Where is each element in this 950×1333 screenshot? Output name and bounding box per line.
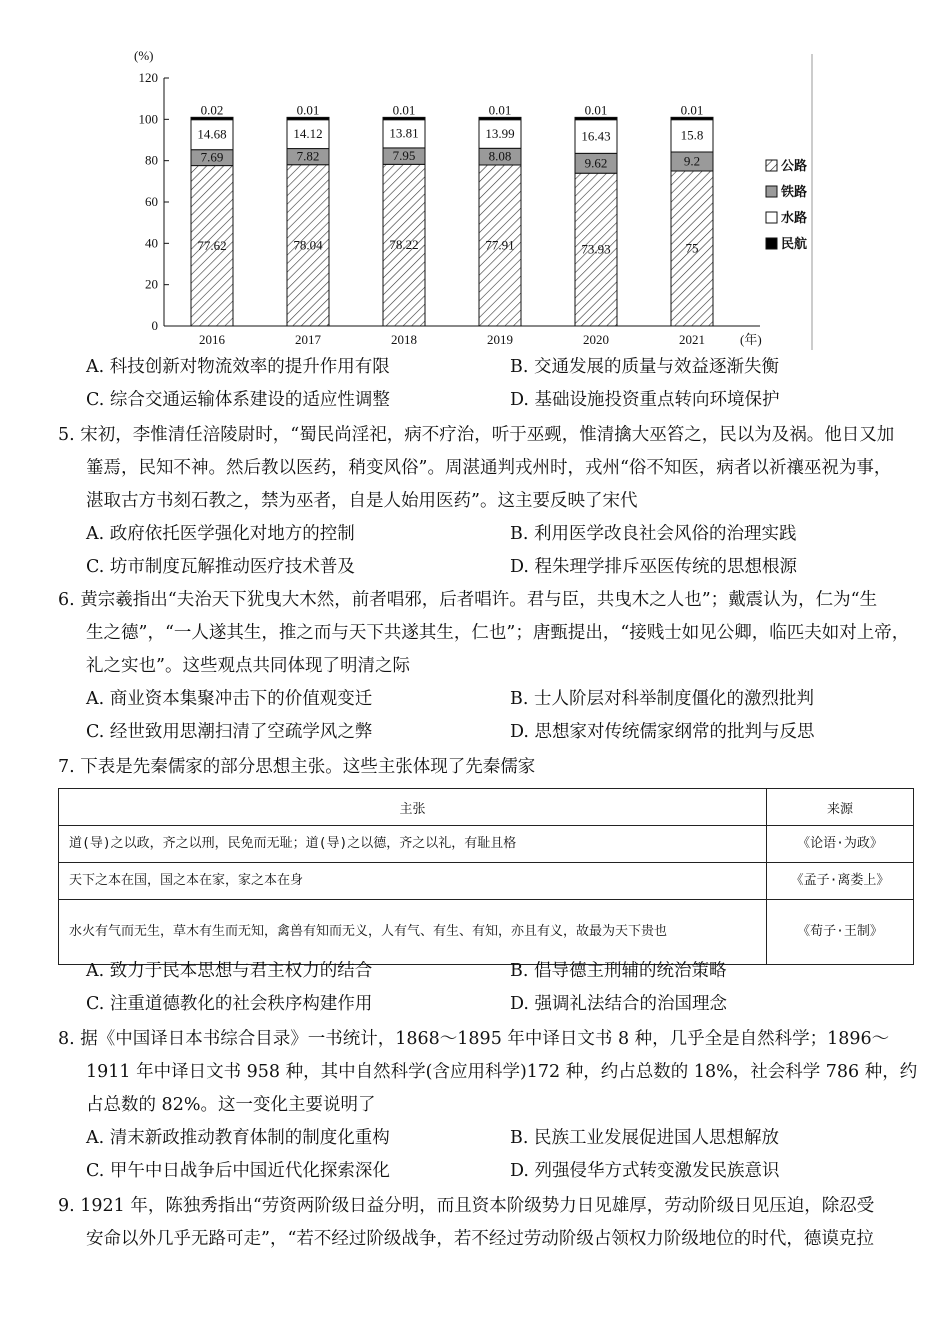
q5-stem-line-3: 湛取古方书刻石教之，禁为巫者，自是人始用医药”。这主要反映了宋代 xyxy=(86,491,638,511)
q5-option-d: D. 程朱理学排斥巫医传统的思想根源 xyxy=(510,557,798,577)
data-label: 0.01 xyxy=(488,102,512,118)
x-tick-label: 2017 xyxy=(295,332,321,347)
table-cell-claim: 水火有气而无生，草木有生而无知，禽兽有知而无义，人有气、有生、有知，亦且有义，故最为天下贵也 xyxy=(59,900,767,965)
bar-segment-民航 xyxy=(287,117,329,120)
table-header-source: 来源 xyxy=(767,789,914,826)
data-label: 9.2 xyxy=(683,153,701,169)
q8-option-a: A. 清末新政推动教育体制的制度化重构 xyxy=(86,1128,390,1148)
legend-swatch xyxy=(766,160,777,171)
x-tick-label: 2016 xyxy=(199,332,225,347)
data-label: 0.02 xyxy=(200,102,224,118)
q5-option-a: A. 政府依托医学强化对地方的控制 xyxy=(86,524,355,544)
x-tick-label: 2020 xyxy=(583,332,609,347)
bar-segment-民航 xyxy=(575,117,617,120)
data-label: 0.01 xyxy=(392,102,416,118)
data-label: 0.01 xyxy=(584,102,608,118)
legend-label: 水路 xyxy=(781,210,808,225)
bar-segment-民航 xyxy=(383,117,425,120)
data-label: 16.43 xyxy=(581,128,611,144)
q5-option-c: C. 坊市制度瓦解推动医疗技术普及 xyxy=(86,557,355,577)
data-label: 0.01 xyxy=(296,102,320,118)
q7-source-table xyxy=(58,788,914,965)
data-label: 13.81 xyxy=(389,125,419,141)
q8-stem-line-1: 8. 据《中国译日本书综合目录》一书统计，1868～1895 年中译日文书 8 种，几乎全是自然科学；1896～ xyxy=(58,1029,890,1049)
y-tick-label: 40 xyxy=(145,235,158,251)
data-label: 77.91 xyxy=(485,237,515,253)
q5-stem-line-1: 5. 宋初，李惟清任涪陵尉时，“蜀民尚淫祀，病不疗治，听于巫觋，惟清擒大巫笞之，民以为及祸。他日又加 xyxy=(58,425,895,445)
q7-option-c: C. 注重道德教化的社会秩序构建作用 xyxy=(86,994,373,1014)
q8-option-d: D. 列强侵华方式转变激发民族意识 xyxy=(510,1161,780,1181)
legend-swatch xyxy=(766,238,777,249)
legend-label: 公路 xyxy=(781,158,808,173)
y-tick-label: 20 xyxy=(145,276,158,292)
q9-stem-line-1: 9. 1921 年，陈独秀指出“劳资两阶级日益分明，而且资本阶级势力日见雄厚，劳动阶级日见压迫，除忍受 xyxy=(58,1196,875,1216)
table-cell-source: 《荀子·王制》 xyxy=(767,900,914,965)
legend-swatch xyxy=(766,212,777,223)
q6-option-b: B. 士人阶层对科举制度僵化的激烈批判 xyxy=(510,689,814,709)
y-tick-label: 120 xyxy=(138,70,158,85)
q6-stem-line-2: 生之德”，“一人遂其生，推之而与天下共遂其生，仁也”；唐甄提出，“接贱士如见公卿，临匹夫如对上帝， xyxy=(86,623,910,643)
y-tick-label: 100 xyxy=(138,111,158,127)
bar-segment-民航 xyxy=(479,117,521,120)
x-tick-label: 2019 xyxy=(487,332,513,347)
table-row xyxy=(59,826,914,863)
q6-stem-line-3: 礼之实也”。这些观点共同体现了明清之际 xyxy=(86,656,410,676)
y-tick-label: 60 xyxy=(145,194,158,209)
data-label: 9.62 xyxy=(584,155,608,171)
table-cell-source: 《孟子·离娄上》 xyxy=(767,863,914,900)
q8-option-b: B. 民族工业发展促进国人思想解放 xyxy=(510,1128,779,1148)
q7-option-a: A. 致力于民本思想与君主权力的结合 xyxy=(86,961,373,981)
legend-label: 民航 xyxy=(781,236,808,251)
q8-option-c: C. 甲午中日战争后中国近代化探索深化 xyxy=(86,1161,390,1181)
q7-option-d: D. 强调礼法结合的治国理念 xyxy=(510,994,728,1014)
stacked-bar-chart xyxy=(120,40,820,350)
q9-stem-line-2: 安命以外几乎无路可走”，“若不经过阶级战争，若不经过劳动阶级占领权力阶级地位的时代，德谟克拉 xyxy=(86,1229,874,1249)
y-tick-label: 0 xyxy=(151,318,158,333)
data-label: 13.99 xyxy=(485,125,515,141)
q5-stem-line-2: 箠焉，民知不神。然后教以医药，稍变风俗”。周湛通判戎州时，戎州“俗不知医，病者以祈禳巫祝为事， xyxy=(86,458,892,478)
data-label: 73.93 xyxy=(581,241,611,257)
bar-segment-民航 xyxy=(671,117,713,120)
data-label: 7.69 xyxy=(200,149,224,165)
data-label: 0.01 xyxy=(680,102,704,118)
data-label: 77.62 xyxy=(197,237,227,253)
q6-option-d: D. 思想家对传统儒家纲常的批判与反思 xyxy=(510,722,815,742)
data-label: 78.22 xyxy=(389,237,419,253)
q5-option-b: B. 利用医学改良社会风俗的治理实践 xyxy=(510,524,797,544)
y-tick-label: 80 xyxy=(145,152,158,168)
bar-segment-民航 xyxy=(191,117,233,120)
q6-option-a: A. 商业资本集聚冲击下的价值观变迁 xyxy=(86,689,373,709)
y-axis-unit: (%) xyxy=(134,48,154,63)
data-label: 15.8 xyxy=(680,127,704,143)
x-tick-label: 2021 xyxy=(679,332,705,347)
data-label: 8.08 xyxy=(488,148,512,164)
q4-option-d: D. 基础设施投资重点转向环境保护 xyxy=(510,390,780,410)
data-label: 14.12 xyxy=(293,125,323,141)
data-label: 7.82 xyxy=(296,148,320,164)
q8-stem-line-2: 1911 年中译日文书 958 种，其中自然科学(含应用科学)172 种，约占总数的 18%，社会科学 786 种，约 xyxy=(86,1062,918,1082)
q4-option-b: B. 交通发展的质量与效益逐渐失衡 xyxy=(510,357,779,377)
table-cell-source: 《论语·为政》 xyxy=(767,826,914,863)
x-tick-label: 2018 xyxy=(391,332,417,347)
q7-stem-line-1: 7. 下表是先秦儒家的部分思想主张。这些主张体现了先秦儒家 xyxy=(58,757,536,777)
legend-label: 铁路 xyxy=(781,184,808,199)
data-label: 14.68 xyxy=(197,126,227,142)
legend-swatch xyxy=(766,186,777,197)
data-label: 78.04 xyxy=(293,237,323,253)
q7-option-b: B. 倡导德主刑辅的统治策略 xyxy=(510,961,727,981)
q6-option-c: C. 经世致用思潮扫清了空疏学风之弊 xyxy=(86,722,373,742)
data-label: 75 xyxy=(685,240,699,256)
table-header-claim: 主张 xyxy=(59,789,767,826)
q4-option-a: A. 科技创新对物流效率的提升作用有限 xyxy=(86,357,390,377)
q8-stem-line-3: 占总数的 82%。这一变化主要说明了 xyxy=(86,1095,376,1115)
q4-option-c: C. 综合交通运输体系建设的适应性调整 xyxy=(86,390,390,410)
q6-stem-line-1: 6. 黄宗羲指出“夫治天下犹曳大木然，前者唱邪，后者唱许。君与臣，共曳木之人也”；戴震认为，仁为“生 xyxy=(58,590,878,610)
table-row xyxy=(59,863,914,900)
table-cell-claim: 道(导)之以政，齐之以刑，民免而无耻；道(导)之以德，齐之以礼，有耻且格 xyxy=(59,826,767,863)
data-label: 7.95 xyxy=(392,148,416,164)
x-axis-unit: (年) xyxy=(740,332,762,347)
table-cell-claim: 天下之本在国，国之本在家，家之本在身 xyxy=(59,863,767,900)
table-header-row xyxy=(59,789,914,826)
